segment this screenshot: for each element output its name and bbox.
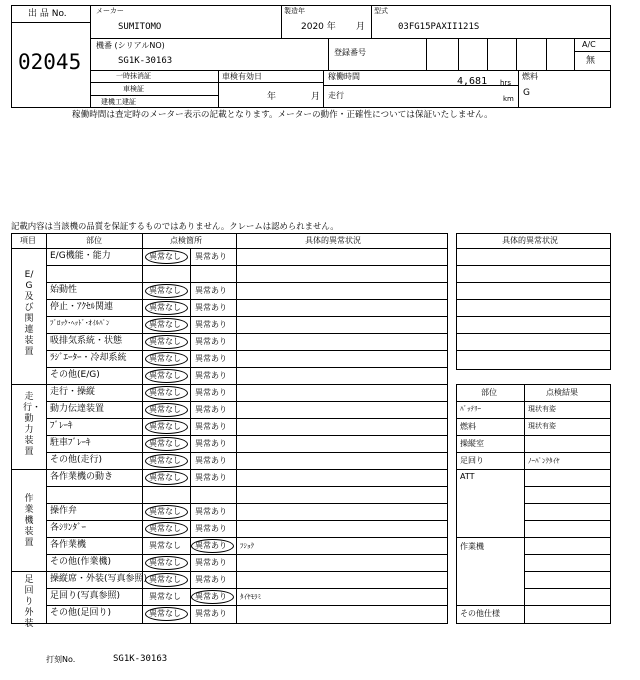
row-divider: [46, 350, 448, 351]
fuel-value: G: [523, 88, 530, 98]
column-detail-header: 具体的異常状況: [305, 236, 361, 245]
stamp-number-value: SG1K-30163: [113, 654, 168, 664]
column-item-header: 項目: [20, 236, 36, 245]
work-cert-label: 建機工建証: [101, 98, 136, 106]
ng-option: 異常あり: [195, 303, 227, 312]
row-divider: [46, 554, 448, 555]
serial-label: 機番 (シリアルNO): [96, 41, 165, 50]
ng-option: 異常あり: [195, 575, 227, 584]
ng-circle-mark: [191, 539, 234, 553]
row-divider: [46, 333, 448, 334]
result-fuel-value: 現状有姿: [528, 422, 556, 430]
ok-option: 異常なし: [149, 422, 181, 431]
ok-option: 異常なし: [149, 286, 181, 295]
row-part-label: 動力伝達装置: [50, 404, 105, 414]
row-part-label: 走行・操縦: [50, 387, 96, 397]
group-label-travel: 走行・動力装置: [23, 392, 42, 457]
ok-option: 異常なし: [149, 303, 181, 312]
ng-option: 異常あり: [195, 524, 227, 533]
lot-number-label: 出 品 No.: [28, 9, 67, 19]
row-divider: [46, 605, 448, 606]
row-part-label: その他(E/G): [50, 370, 100, 380]
ok-option: 異常なし: [149, 473, 181, 482]
ok-option: 異常なし: [149, 575, 181, 584]
travel-unit: km: [503, 95, 514, 103]
ng-option: 異常あり: [195, 371, 227, 380]
inspection-cert-label: 車検証: [123, 85, 144, 93]
row-divider: [46, 486, 448, 487]
row-part-label: ﾗｼﾞｴｰﾀｰ・冷却系統: [50, 353, 127, 363]
ok-option: 異常なし: [149, 405, 181, 414]
model-label: 型式: [374, 7, 388, 15]
fuel-label: 燃料: [522, 72, 538, 81]
row-part-label: ﾌﾞﾛｯｸ･ﾍｯﾄﾞ･ｵｲﾙﾊﾟﾝ: [50, 319, 110, 327]
lot-number: 02045: [18, 50, 82, 74]
ok-circle-mark: [145, 607, 188, 621]
ok-option: 異常なし: [149, 541, 181, 550]
ng-option: 異常あり: [195, 507, 227, 516]
ok-circle-mark: [145, 420, 188, 434]
row-divider: [46, 520, 448, 521]
ng-option: 異常あり: [195, 473, 227, 482]
ok-option: 異常なし: [149, 388, 181, 397]
valid-date-label: 車検有効日: [222, 72, 262, 81]
ok-circle-mark: [145, 556, 188, 570]
ok-option: 異常なし: [149, 609, 181, 618]
row-part-label: 始動性: [50, 285, 78, 295]
ok-circle-mark: [145, 573, 188, 587]
ok-circle-mark: [145, 386, 188, 400]
ok-option: 異常なし: [149, 337, 181, 346]
valid-month-unit: 月: [311, 92, 321, 102]
column-check-header: 点検箇所: [170, 236, 202, 245]
row-divider: [46, 401, 448, 402]
row-part-label: ﾌﾞﾚｰｷ: [50, 421, 73, 431]
row-divider: [46, 537, 448, 538]
right-detail-header: 具体的異常状況: [502, 236, 558, 245]
result-part-header: 部位: [481, 388, 497, 397]
serial-value: SG1K-30163: [118, 56, 173, 66]
row-part-label: 各ｼﾘﾝﾀﾞｰ: [50, 523, 87, 533]
row-divider: [46, 265, 448, 266]
ok-circle-mark: [145, 250, 188, 264]
ng-option: 異常あり: [195, 388, 227, 397]
ok-circle-mark: [145, 471, 188, 485]
ok-circle-mark: [145, 403, 188, 417]
model-value: 03FG15PAXII121S: [398, 22, 480, 32]
group-label-undercarriage: 足回り外装: [24, 575, 34, 629]
row-detail: ﾀｲﾔﾓﾗﾐ: [240, 593, 261, 601]
result-battery-value: 現状有姿: [528, 405, 556, 413]
hours-notice: 稼働時間は査定時のメーター表示の記載となります。メーターの動作・正確性については保証いたしません。: [72, 110, 493, 120]
ok-circle-mark: [145, 318, 188, 332]
ng-option: 異常あり: [195, 558, 227, 567]
row-part-label: E/G機能・能力: [50, 251, 111, 261]
ng-option: 異常あり: [195, 252, 227, 261]
ac-label: A/C: [582, 40, 596, 49]
row-detail: ﾌｼｮｸ: [240, 542, 254, 550]
ng-option: 異常あり: [195, 456, 227, 465]
ok-option: 異常なし: [149, 439, 181, 448]
row-part-label: 吸排気系統・状態: [50, 336, 123, 346]
ok-option: 異常なし: [149, 354, 181, 363]
result-work-label: 作業機: [460, 542, 484, 551]
row-part-label: 駐車ﾌﾞﾚｰｷ: [50, 438, 91, 448]
ng-option: 異常あり: [195, 439, 227, 448]
year-month-unit: 月: [356, 22, 366, 32]
ng-circle-mark: [191, 590, 234, 604]
result-header: 点検結果: [546, 388, 578, 397]
row-divider: [46, 367, 448, 368]
ok-option: 異常なし: [149, 558, 181, 567]
row-divider: [46, 452, 448, 453]
ok-option: 異常なし: [149, 320, 181, 329]
row-part-label: 操縦席・外装(写真参照): [50, 574, 148, 584]
row-divider: [46, 418, 448, 419]
ng-option: 異常あり: [195, 609, 227, 618]
result-att-label: ATT: [460, 472, 475, 481]
disclaimer: 記載内容は当該機の品質を保証するものではありません。クレームは認められません。: [11, 221, 339, 231]
ng-option: 異常あり: [195, 354, 227, 363]
ok-circle-mark: [145, 454, 188, 468]
row-divider: [46, 435, 448, 436]
row-part-label: その他(足回り): [50, 608, 112, 618]
ok-option: 異常なし: [149, 592, 181, 601]
ok-circle-mark: [145, 505, 188, 519]
ok-circle-mark: [145, 335, 188, 349]
hours-unit: hrs: [500, 79, 511, 87]
ng-option: 異常あり: [195, 405, 227, 414]
ok-circle-mark: [145, 352, 188, 366]
group-label-work: 作業機装置: [24, 494, 34, 548]
ng-option: 異常あり: [195, 592, 227, 601]
ng-option: 異常あり: [195, 422, 227, 431]
ok-circle-mark: [145, 369, 188, 383]
hours-value: 4,681: [457, 76, 488, 87]
ng-option: 異常あり: [195, 337, 227, 346]
maker-value: SUMITOMO: [118, 22, 162, 32]
stamp-number-label: 打刻No.: [46, 655, 76, 664]
row-divider: [46, 588, 448, 589]
travel-label: 走行: [328, 91, 344, 100]
ok-circle-mark: [145, 522, 188, 536]
row-divider: [46, 503, 448, 504]
row-part-label: その他(作業機): [50, 557, 112, 567]
year-label: 製造年: [284, 7, 305, 15]
ng-option: 異常あり: [195, 320, 227, 329]
result-undercarriage-value: ﾉｰﾊﾟﾝｸﾀｲﾔ: [528, 457, 560, 465]
ok-option: 異常なし: [149, 456, 181, 465]
hours-label: 稼働時間: [328, 72, 360, 81]
ng-option: 異常あり: [195, 286, 227, 295]
result-other-label: その他仕様: [460, 609, 500, 618]
row-part-label: その他(走行): [50, 455, 103, 465]
ac-value: 無: [586, 56, 596, 66]
column-part-header: 部位: [86, 236, 102, 245]
year-value: 2020 年: [301, 22, 336, 32]
registration-label: 登録番号: [334, 48, 366, 57]
maker-label: メーカー: [96, 7, 124, 15]
ok-circle-mark: [145, 284, 188, 298]
ok-circle-mark: [145, 301, 188, 315]
result-undercarriage-label: 足回り: [460, 456, 484, 465]
row-divider: [46, 316, 448, 317]
ok-circle-mark: [145, 437, 188, 451]
temp-cancel-label: 一時抹消証: [116, 72, 151, 80]
ok-option: 異常なし: [149, 524, 181, 533]
ok-option: 異常なし: [149, 252, 181, 261]
row-divider: [46, 299, 448, 300]
row-part-label: 停止・ｱｸｾﾙ関連: [50, 302, 114, 312]
row-part-label: 操作弁: [50, 506, 78, 516]
ok-option: 異常なし: [149, 507, 181, 516]
result-fuel-label: 燃料: [460, 422, 476, 431]
group-label-engine: E/G及び関連装置: [24, 270, 34, 357]
row-part-label: 足回り(写真参照): [50, 591, 121, 601]
ng-option: 異常あり: [195, 541, 227, 550]
ok-option: 異常なし: [149, 371, 181, 380]
valid-year-unit: 年: [267, 92, 277, 102]
result-battery-label: ﾊﾞｯﾃﾘｰ: [460, 405, 481, 413]
row-divider: [46, 282, 448, 283]
row-part-label: 各作業機の動き: [50, 472, 114, 482]
result-cabin-label: 操縦室: [460, 439, 484, 448]
row-part-label: 各作業機: [50, 540, 87, 550]
